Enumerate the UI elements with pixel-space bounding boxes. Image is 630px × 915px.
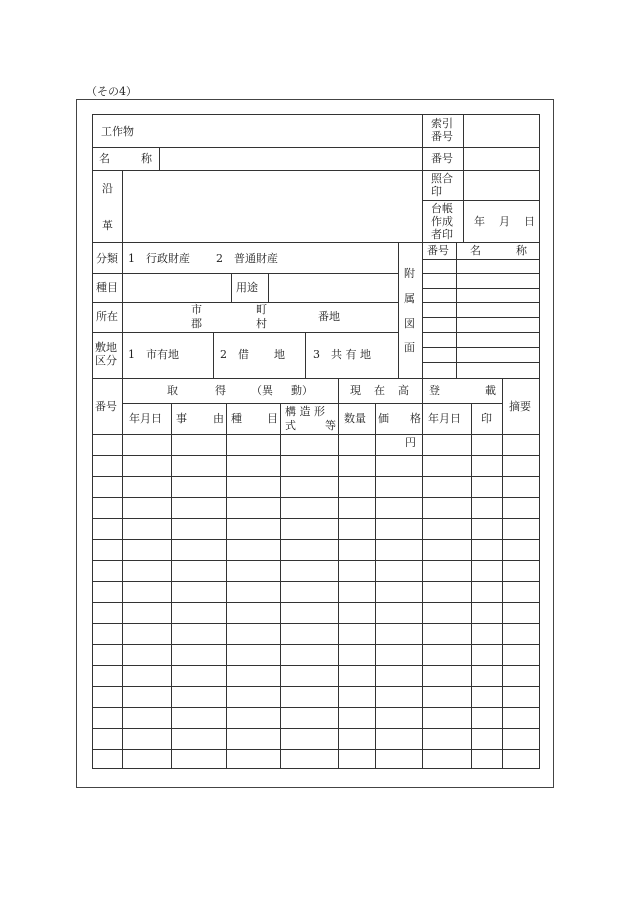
col-date: 年月日: [129, 412, 162, 425]
annex-label-3: 図: [404, 317, 415, 330]
history-field[interactable]: [123, 171, 422, 242]
class-opt1-num: 1: [128, 252, 135, 265]
col-kind-b: 目: [267, 412, 278, 425]
site-opt3[interactable]: 3 共 有 地: [313, 348, 371, 361]
class-label: 分類: [96, 252, 118, 265]
col-seal: 印: [481, 412, 492, 425]
acq-header-a: 取: [167, 384, 178, 397]
col-structure-2b: 等: [325, 419, 336, 432]
stamp-label-1: 照合: [431, 172, 453, 185]
annex-label-1: 附: [404, 267, 415, 280]
col-structure-2a: 式: [285, 419, 296, 432]
site-opt1[interactable]: 1 市有地: [128, 348, 179, 361]
location-town: 町: [256, 303, 267, 316]
type-label: 種目: [96, 281, 118, 294]
use-label: 用途: [236, 281, 258, 294]
history-label-2: 革: [102, 219, 113, 232]
site-opt2-b[interactable]: 地: [274, 348, 285, 361]
class-opt1[interactable]: 行政財産: [146, 252, 190, 265]
ledger-label-3: 者印: [431, 228, 453, 241]
class-opt2[interactable]: 普通財産: [234, 252, 278, 265]
index-label-2: 番号: [431, 130, 453, 143]
location-county: 郡: [191, 317, 202, 330]
col-structure-1: 構 造 形: [285, 405, 325, 418]
register-header-a: 登: [429, 384, 440, 397]
col-kind-a: 種: [231, 412, 242, 425]
current-header-b: 在: [374, 384, 385, 397]
form-title: 工作物: [101, 125, 134, 138]
acq-header-b: 得: [215, 384, 226, 397]
col-register-date: 年月日: [428, 412, 461, 425]
number-label: 番号: [431, 152, 453, 165]
table-number-header: 番号: [95, 400, 117, 413]
part-label: （その4）: [86, 85, 137, 98]
date-year: 年: [474, 215, 485, 228]
col-quantity: 数量: [344, 412, 366, 425]
name-label-1: 名: [99, 152, 110, 165]
index-number-field[interactable]: [464, 115, 539, 147]
current-header-c: 高: [398, 384, 409, 397]
ledger-label-2: 作成: [431, 215, 453, 228]
current-header-a: 現: [350, 384, 361, 397]
acq-header-c: （異: [251, 384, 273, 397]
stamp-label-2: 印: [431, 185, 442, 198]
number-field[interactable]: [464, 148, 539, 170]
summary-header: 摘要: [509, 400, 531, 413]
col-price-a: 価: [378, 412, 389, 425]
date-month: 月: [499, 215, 510, 228]
class-opt2-num: 2: [216, 252, 223, 265]
site-opt2-a[interactable]: 借: [238, 348, 249, 361]
location-banchi: 番地: [318, 310, 340, 323]
name-label-2: 称: [141, 152, 152, 165]
site-opt2-num: 2: [220, 348, 227, 361]
annex-number-header: 番号: [427, 244, 449, 257]
location-label: 所在: [96, 310, 118, 323]
use-field[interactable]: [269, 274, 397, 302]
col-reason-b: 由: [213, 412, 224, 425]
date-day: 日: [524, 215, 535, 228]
annex-label-4: 面: [404, 341, 415, 354]
annex-name-a: 名: [470, 244, 481, 257]
site-label-2: 区分: [95, 354, 117, 367]
yen-unit: 円: [405, 436, 416, 449]
acq-header-d: 動）: [291, 384, 313, 397]
col-price-b: 格: [410, 412, 421, 425]
ledger-label-1: 台帳: [431, 202, 453, 215]
location-village: 村: [256, 317, 267, 330]
annex-label-2: 属: [404, 292, 415, 305]
col-reason-a: 事: [176, 412, 187, 425]
location-city: 市: [191, 303, 202, 316]
annex-name-b: 称: [516, 244, 527, 257]
register-header-b: 載: [485, 384, 496, 397]
type-field[interactable]: [123, 274, 230, 302]
site-label-1: 敷地: [95, 341, 117, 354]
name-field[interactable]: [160, 148, 422, 170]
index-label-1: 索引: [431, 117, 453, 130]
history-label-1: 沿: [102, 182, 113, 195]
